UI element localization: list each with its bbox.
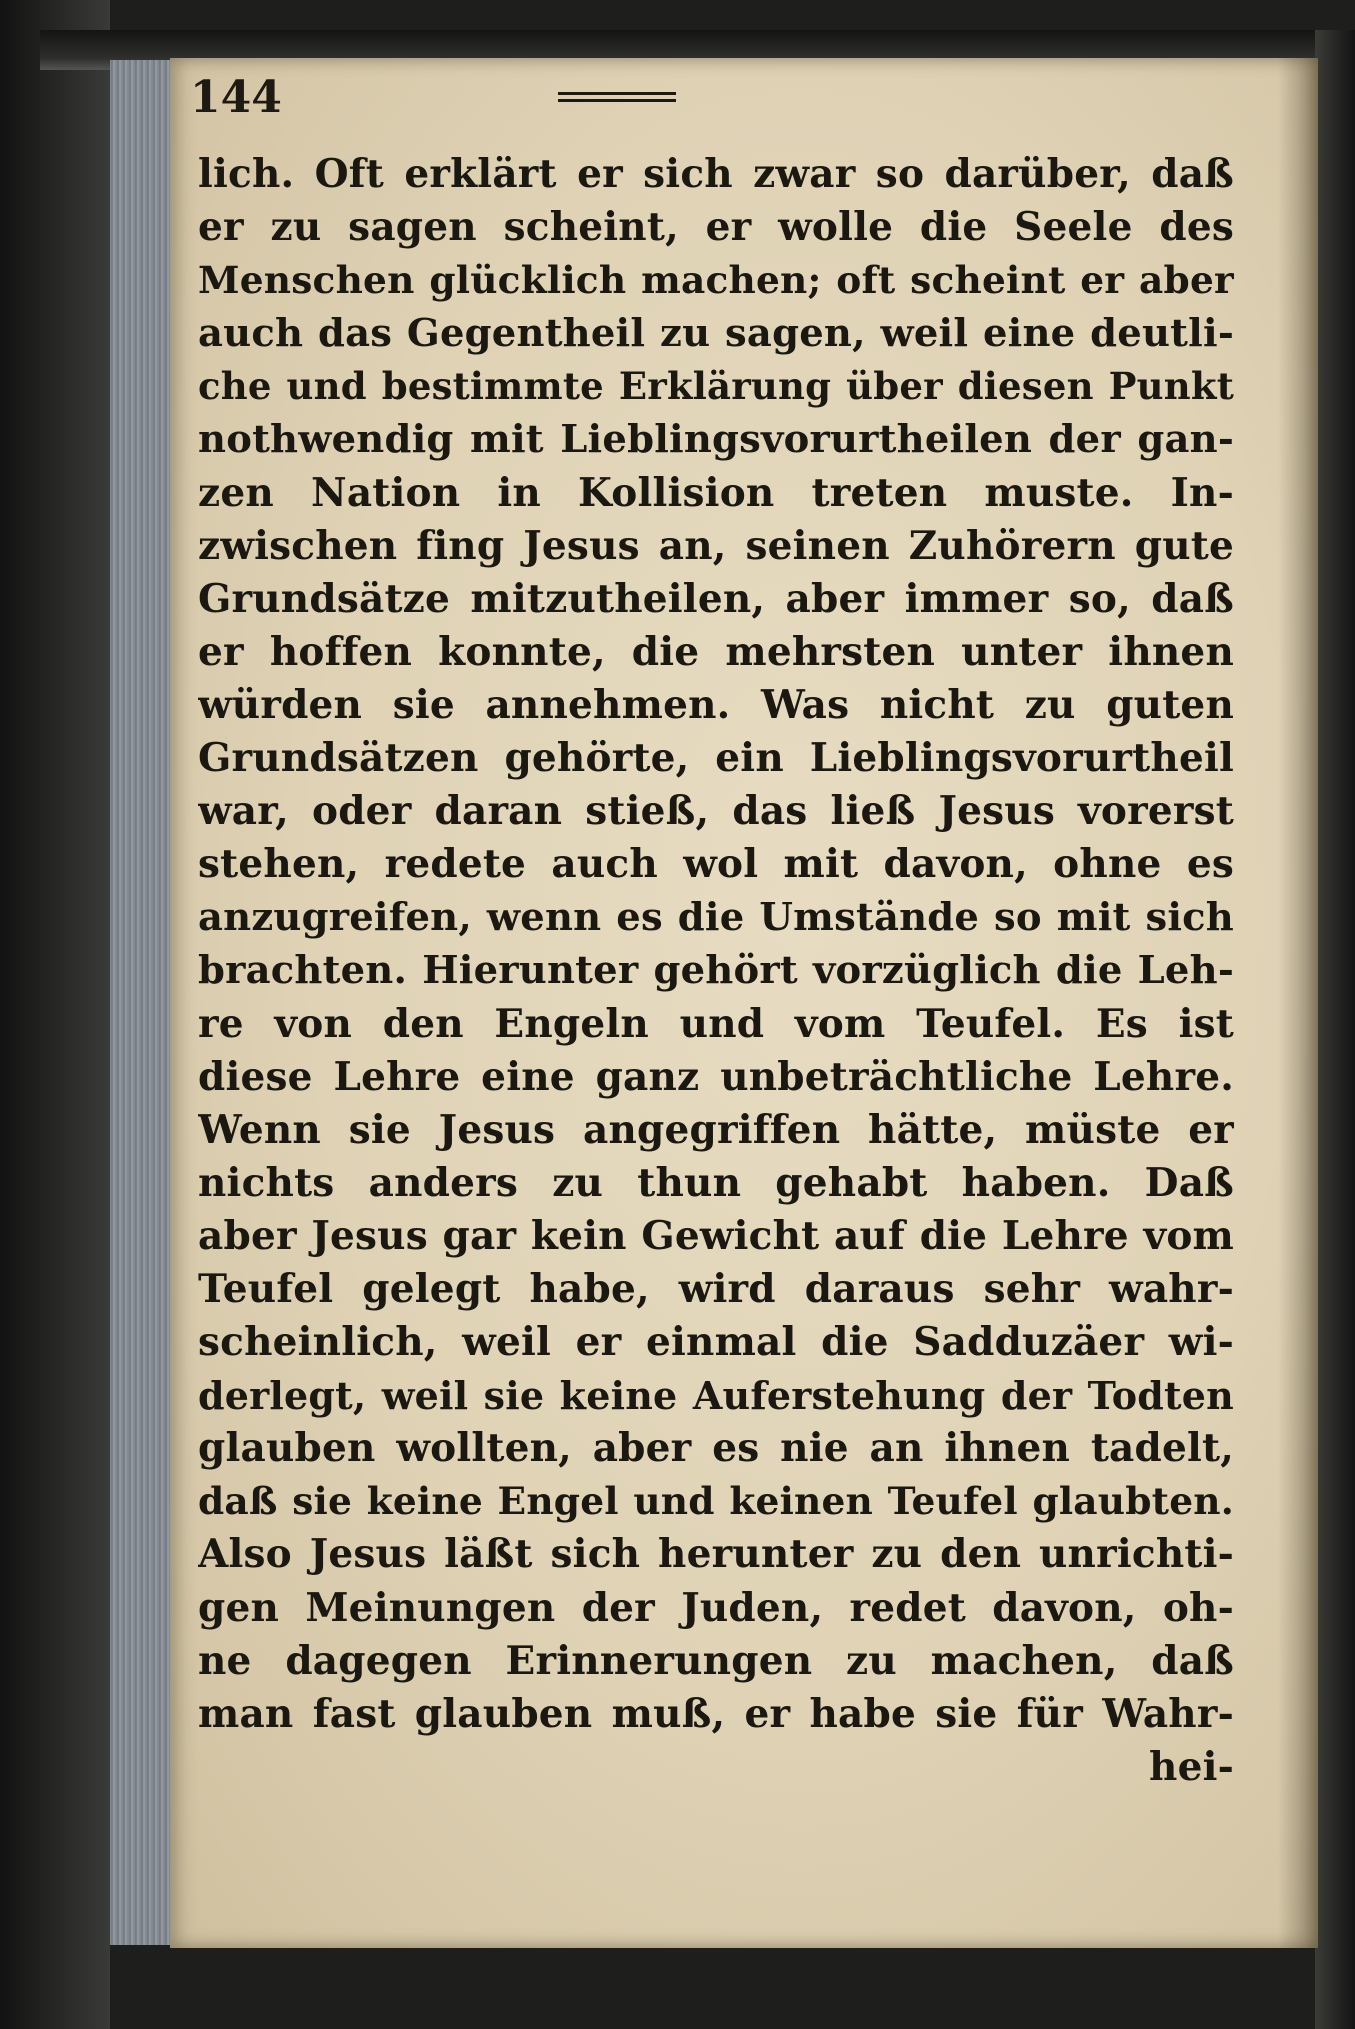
text-line: lich. Oft erklärt er sich zwar so darüber, daß [198, 151, 1234, 197]
text-line: Also Jesus läßt sich herunter zu den unrichti- [198, 1531, 1234, 1578]
text-line: glauben wollten, aber es nie an ihnen tadelt, [198, 1425, 1234, 1472]
book-cover-left [0, 0, 110, 2029]
text-line: Wenn sie Jesus angegriffen hätte, müste er [198, 1106, 1234, 1153]
catchword: hei- [1149, 1743, 1234, 1790]
text-line: Teufel gelegt habe, wird daraus sehr wahr- [198, 1265, 1234, 1312]
text-line: anzugreifen, wenn es die Umstände so mit sich [198, 895, 1234, 941]
text-line: zen Nation in Kollision treten muste. In- [198, 469, 1234, 516]
text-line: war, oder daran stieß, das ließ Jesus vorerst [198, 788, 1234, 835]
text-line: er hoffen konnte, die mehrsten unter ihnen [198, 628, 1234, 675]
text-line: Grundsätze mitzutheilen, aber immer so, daß [198, 575, 1234, 622]
text-line: che und bestimmte Erklärung über diesen Punkt [198, 364, 1234, 409]
text-line: daß sie keine Engel und keinen Teufel glaubten. [198, 1479, 1234, 1524]
text-line: nothwendig mit Lieblingsvorurtheilen der gan- [198, 417, 1234, 463]
text-line: gen Meinungen der Juden, redet davon, oh- [198, 1584, 1234, 1631]
text-line: Grundsätzen gehörte, ein Lieblingsvorurtheil [198, 735, 1234, 782]
text-line: würden sie annehmen. Was nicht zu guten [198, 681, 1234, 728]
page-gutter-shadow [1278, 58, 1318, 1948]
text-line: diese Lehre eine ganz unbeträchtliche Lehre. [198, 1053, 1234, 1100]
page-edges [110, 60, 174, 1945]
book-cover-right [1315, 30, 1355, 2029]
text-line: auch das Gegentheil zu sagen, weil eine deutli- [198, 311, 1234, 357]
text-line: ne dagegen Erinnerungen zu machen, daß [198, 1637, 1234, 1684]
page-number: 144 [190, 72, 282, 123]
text-line: aber Jesus gar kein Gewicht auf die Lehre vom [198, 1212, 1234, 1259]
text-line: re von den Engeln und vom Teufel. Es ist [198, 1000, 1234, 1047]
text-line: brachten. Hierunter gehört vorzüglich die Leh- [198, 948, 1234, 994]
text-line: Menschen glücklich machen; oft scheint er aber [198, 258, 1234, 303]
header-ornament [558, 92, 676, 106]
text-line: stehen, redete auch wol mit davon, ohne es [198, 841, 1234, 888]
text-line: er zu sagen scheint, er wolle die Seele des [198, 204, 1234, 251]
text-line: man fast glauben muß, er habe sie für Wahr- [198, 1690, 1234, 1737]
text-line: derlegt, weil sie keine Auferstehung der Todten [198, 1373, 1234, 1419]
body-text [198, 148, 1234, 1794]
text-line: nichts anders zu thun gehabt haben. Daß [198, 1159, 1234, 1206]
text-line: zwischen fing Jesus an, seinen Zuhörern gute [198, 522, 1234, 569]
text-line: scheinlich, weil er einmal die Sadduzäer wi- [198, 1319, 1234, 1366]
